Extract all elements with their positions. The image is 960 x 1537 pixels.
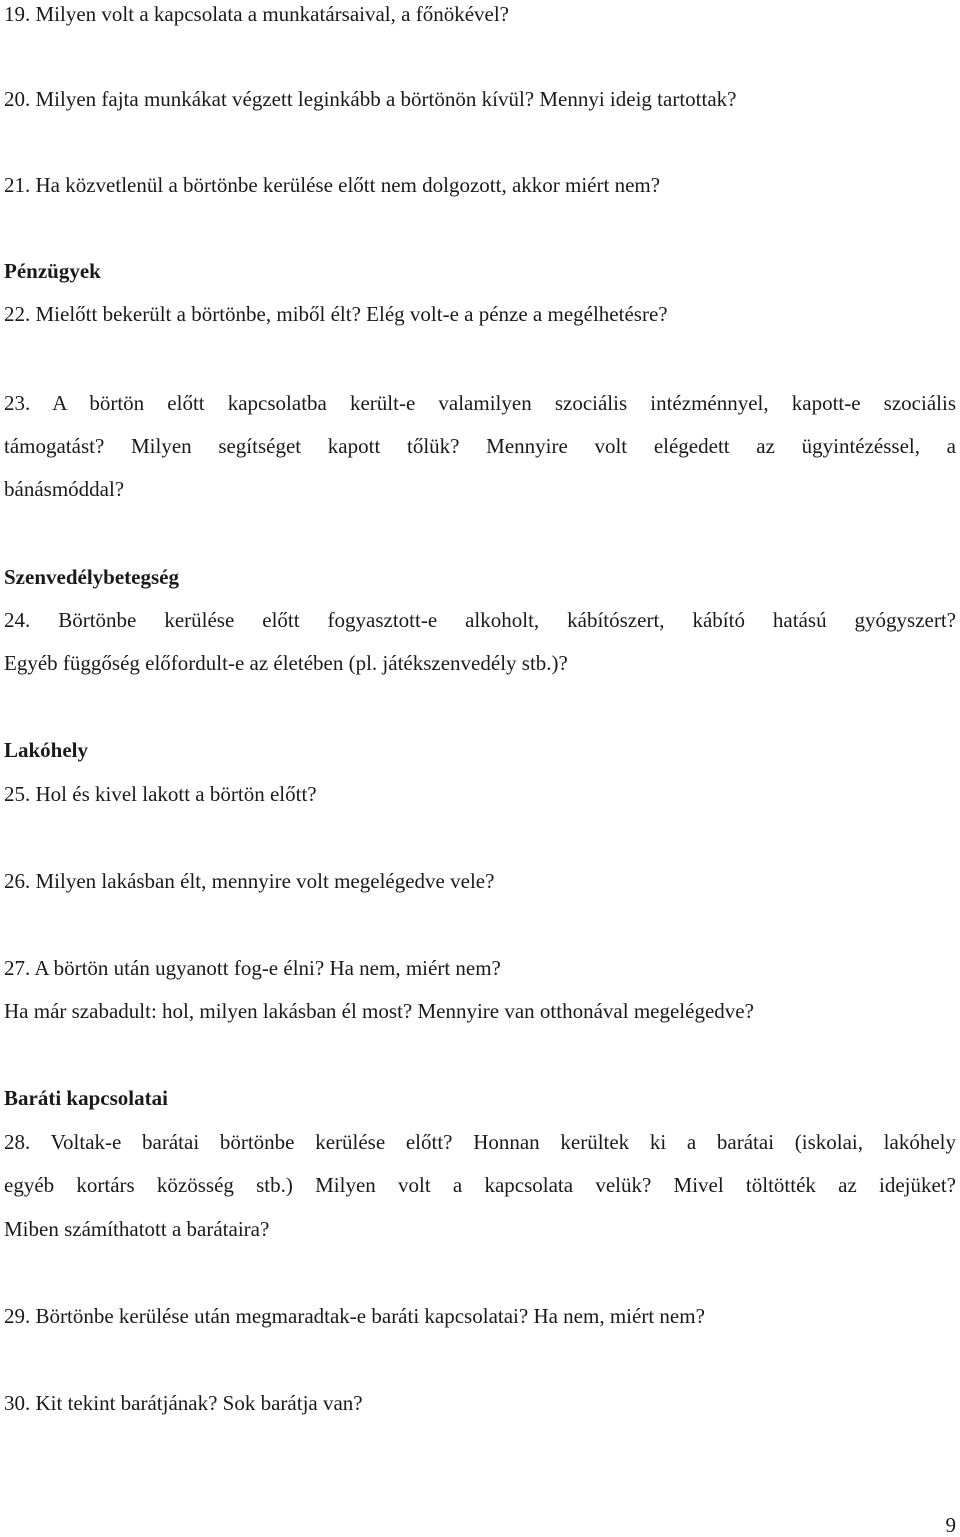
question-19: 19. Milyen volt a kapcsolata a munkatársaival, a főnökével? (4, 2, 509, 26)
question-28-line-3: Miben számíthatott a barátaira? (4, 1217, 270, 1241)
question-24-line-2: Egyéb függőség előfordult-e az életében (pl. játékszenvedély stb.)? (4, 651, 568, 675)
section-heading-szenvedelybetegseg: Szenvedélybetegség (4, 565, 179, 589)
question-23-line-2: támogatást? Milyen segítséget kapott tőlük? Mennyire volt elégedett az ügyintézéssel, a (4, 434, 956, 458)
page-number: 9 (945, 1513, 956, 1537)
question-23-line-1: 23. A börtön előtt kapcsolatba került-e valamilyen szociális intézménnyel, kapott-e szociális (4, 391, 956, 415)
section-heading-lakohely: Lakóhely (4, 738, 89, 762)
question-24-line-1: 24. Börtönbe kerülése előtt fogyasztott-e alkoholt, kábítószert, kábító hatású gyógyszert? (4, 608, 956, 632)
question-28-line-1: 28. Voltak-e barátai börtönbe kerülése előtt? Honnan kerültek ki a barátai (iskolai, lakóhely (4, 1130, 956, 1154)
question-25: 25. Hol és kivel lakott a börtön előtt? (4, 782, 317, 806)
question-22: 22. Mielőtt bekerült a börtönbe, miből élt? Elég volt-e a pénze a megélhetésre? (4, 302, 668, 326)
question-23-line-3: bánásmóddal? (4, 477, 125, 501)
section-heading-barati-kapcsolatai: Baráti kapcsolatai (4, 1086, 168, 1110)
question-30: 30. Kit tekint barátjának? Sok barátja van? (4, 1391, 363, 1415)
section-heading-penzugyek: Pénzügyek (4, 259, 101, 283)
question-28-line-2: egyéb kortárs közösség stb.) Milyen volt a kapcsolata velük? Mivel töltötték az idejüket? (4, 1173, 956, 1197)
question-21: 21. Ha közvetlenül a börtönbe kerülése előtt nem dolgozott, akkor miért nem? (4, 173, 661, 197)
question-29: 29. Börtönbe kerülése után megmaradtak-e baráti kapcsolatai? Ha nem, miért nem? (4, 1304, 705, 1328)
question-20: 20. Milyen fajta munkákat végzett leginkább a börtönön kívül? Mennyi ideig tartottak? (4, 87, 737, 111)
question-27-line-1: 27. A börtön után ugyanott fog-e élni? Ha nem, miért nem? (4, 956, 501, 980)
question-26: 26. Milyen lakásban élt, mennyire volt megelégedve vele? (4, 869, 495, 893)
question-27-line-2: Ha már szabadult: hol, milyen lakásban él most? Mennyire van otthonával megelégedve? (4, 999, 754, 1023)
